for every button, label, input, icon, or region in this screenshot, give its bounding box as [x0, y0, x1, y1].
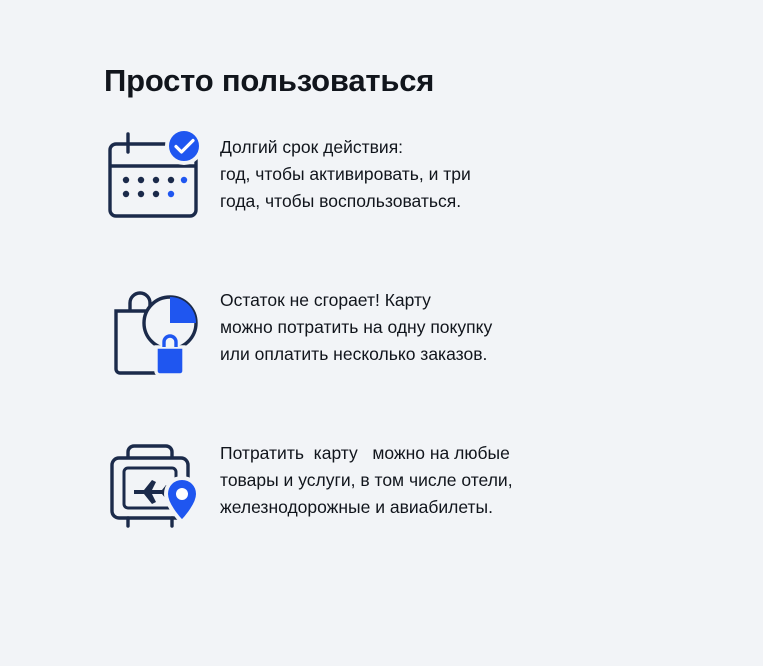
calendar-check-icon — [104, 128, 220, 228]
feature-text-validity — [220, 128, 471, 215]
feature-item-balance — [104, 281, 492, 381]
feature-line: Остаток не сгорает! Карту — [220, 290, 431, 310]
suitcase-plane-pin-icon — [104, 434, 220, 534]
feature-text-balance — [220, 281, 492, 368]
feature-text-spending — [220, 434, 513, 521]
feature-line: или оплатить несколько заказов. — [220, 344, 488, 364]
feature-line: железнодорожные и авиабилеты. — [220, 497, 494, 517]
feature-line: Долгий срок действия: — [220, 137, 404, 157]
feature-line: товары и услуги, в том числе отели, — [220, 470, 513, 490]
feature-line: года, чтобы воспользоваться. — [220, 191, 462, 211]
feature-line: Потратить карту можно на любые — [220, 443, 510, 463]
bag-chart-icon — [104, 281, 220, 381]
feature-item-spending — [104, 434, 513, 534]
feature-line: год, чтобы активировать, и три — [220, 164, 471, 184]
feature-line: можно потратить на одну покупку — [220, 317, 493, 337]
feature-item-validity — [104, 128, 471, 228]
page-title: Просто пользоваться — [104, 63, 435, 98]
